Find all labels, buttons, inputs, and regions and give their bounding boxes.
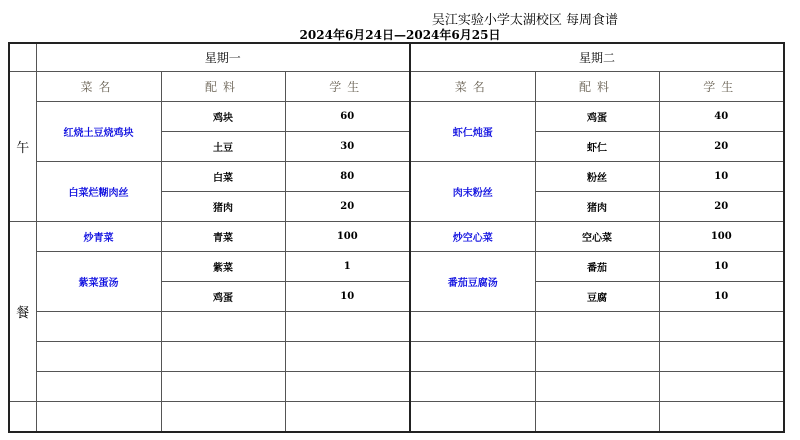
page-title: 吴江实验小学太湖校区 每周食谱 [431,13,619,28]
ingredient: 番茄 [535,252,659,282]
ingredient: 青菜 [161,222,285,252]
quantity: 1 [285,252,410,282]
quantity: 10 [285,282,410,312]
dish-name: 肉末粉丝 [410,162,535,222]
side-label-noon: 午 [9,72,36,222]
quantity: 10 [659,252,784,282]
date-range: 2024年6月24日—2024年6月25日 [299,28,501,42]
ingredient: 鸡蛋 [535,102,659,132]
ingredient: 粉丝 [535,162,659,192]
quantity: 20 [659,192,784,222]
dish-name: 炒空心菜 [410,222,535,252]
col-header: 学生 [659,72,784,102]
day-header: 星期二 [410,43,784,72]
dish-name: 虾仁炖蛋 [410,102,535,162]
quantity: 20 [659,132,784,162]
ingredient: 土豆 [161,132,285,162]
ingredient: 鸡块 [161,102,285,132]
col-header: 学生 [285,72,410,102]
quantity: 20 [285,192,410,222]
side-label-meal: 餐 [9,222,36,402]
empty-row [9,342,784,372]
dish-name: 白菜烂糊肉丝 [36,162,161,222]
corner-cell [9,43,36,72]
col-header: 配料 [161,72,285,102]
dish-name: 红烧土豆烧鸡块 [36,102,161,162]
quantity: 10 [659,282,784,312]
ingredient: 虾仁 [535,132,659,162]
empty-row [9,312,784,342]
quantity: 60 [285,102,410,132]
dish-name: 炒青菜 [36,222,161,252]
quantity: 40 [659,102,784,132]
quantity: 100 [285,222,410,252]
col-header: 菜名 [36,72,161,102]
quantity: 30 [285,132,410,162]
ingredient: 紫菜 [161,252,285,282]
quantity: 10 [659,162,784,192]
ingredient: 鸡蛋 [161,282,285,312]
col-header: 菜名 [410,72,535,102]
ingredient: 猪肉 [535,192,659,222]
day-header: 星期一 [36,43,410,72]
quantity: 100 [659,222,784,252]
dish-name: 紫菜蛋汤 [36,252,161,312]
ingredient: 猪肉 [161,192,285,222]
ingredient: 豆腐 [535,282,659,312]
menu-table [8,42,785,433]
quantity: 80 [285,162,410,192]
empty-row [9,402,784,433]
ingredient: 白菜 [161,162,285,192]
col-header: 配料 [535,72,659,102]
dish-name: 番茄豆腐汤 [410,252,535,312]
ingredient: 空心菜 [535,222,659,252]
empty-row [9,372,784,402]
